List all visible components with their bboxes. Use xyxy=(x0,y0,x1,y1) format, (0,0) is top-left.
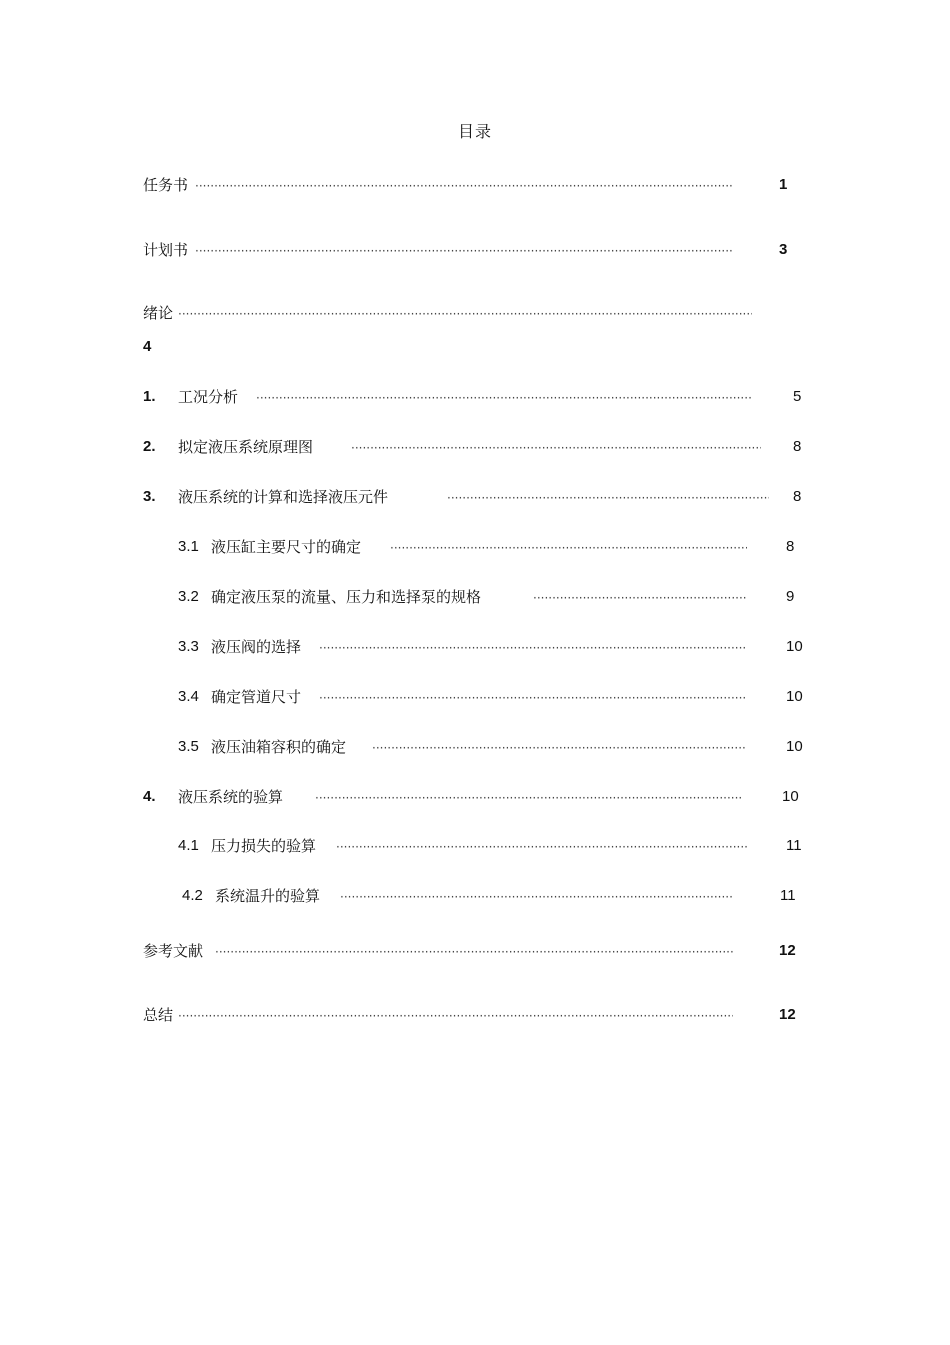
toc-entry-page: 11 xyxy=(780,887,796,904)
toc-entry-label: 系统温升的验算 xyxy=(215,887,321,905)
toc-entry-number: 4. xyxy=(143,788,156,805)
toc-entry-number: 3.3 xyxy=(178,638,199,655)
toc-leader xyxy=(195,239,733,261)
toc-entry[interactable] xyxy=(178,586,818,608)
toc-leader xyxy=(195,174,733,196)
toc-entry-wrap xyxy=(143,336,243,358)
toc-entry-label: 参考文献 xyxy=(143,942,204,960)
toc-leader xyxy=(319,686,747,708)
toc-entry-number: 3.1 xyxy=(178,538,199,555)
toc-entry-number: 4.1 xyxy=(178,837,199,854)
toc-entry[interactable] xyxy=(182,885,812,907)
toc-entry[interactable] xyxy=(143,386,823,408)
toc-entry-label: 液压系统的计算和选择液压元件 xyxy=(178,488,389,506)
toc-entry[interactable] xyxy=(143,239,823,261)
toc-leader xyxy=(319,636,747,658)
toc-entry[interactable] xyxy=(178,636,818,658)
toc-entry[interactable] xyxy=(178,536,818,558)
toc-title: 目录 xyxy=(457,122,492,141)
toc-entry-label: 工况分析 xyxy=(178,388,239,406)
toc-entry-label: 确定管道尺寸 xyxy=(211,688,302,706)
toc-leader xyxy=(256,386,753,408)
toc-leader xyxy=(372,736,747,758)
toc-entry-page: 10 xyxy=(786,688,803,705)
toc-leader xyxy=(178,302,752,324)
toc-entry-label: 液压阀的选择 xyxy=(211,638,302,656)
toc-leader xyxy=(390,536,747,558)
toc-entry-page: 10 xyxy=(782,788,799,805)
toc-entry-page: 8 xyxy=(793,438,802,455)
toc-entry-page: 3 xyxy=(779,241,788,258)
toc-entry-label: 绪论 xyxy=(143,304,174,322)
toc-entry-label: 液压系统的验算 xyxy=(178,788,284,806)
toc-entry-number: 2. xyxy=(143,438,156,455)
toc-entry[interactable] xyxy=(143,302,823,324)
toc-entry-number: 4.2 xyxy=(182,887,203,904)
toc-entry-page: 8 xyxy=(786,538,795,555)
toc-entry-number: 3.5 xyxy=(178,738,199,755)
toc-entry-label: 总结 xyxy=(143,1006,174,1024)
toc-entry[interactable] xyxy=(143,1004,823,1026)
toc-leader xyxy=(340,885,733,907)
toc-leader xyxy=(351,436,761,458)
toc-entry-page: 10 xyxy=(786,638,803,655)
toc-entry-number: 3.2 xyxy=(178,588,199,605)
toc-entry[interactable] xyxy=(143,786,823,808)
toc-entry-number: 1. xyxy=(143,388,156,405)
toc-leader xyxy=(178,1004,733,1026)
toc-entry-page: 12 xyxy=(779,1006,796,1023)
toc-entry-page: 10 xyxy=(786,738,803,755)
toc-entry[interactable] xyxy=(143,436,823,458)
toc-leader xyxy=(533,586,747,608)
toc-entry-page: 9 xyxy=(786,588,795,605)
toc-entry[interactable] xyxy=(143,174,823,196)
toc-leader xyxy=(336,835,747,857)
toc-entry-label: 计划书 xyxy=(143,241,189,259)
toc-entry-label: 任务书 xyxy=(143,176,189,194)
toc-entry-page: 1 xyxy=(779,176,788,193)
toc-entry[interactable] xyxy=(178,736,818,758)
toc-leader xyxy=(315,786,742,808)
toc-leader xyxy=(447,486,769,508)
toc-entry-number: 3. xyxy=(143,488,156,505)
toc-entry-page: 4 xyxy=(143,338,152,355)
toc-entry-page: 11 xyxy=(786,837,802,854)
toc-entry-label: 确定液压泵的流量、压力和选择泵的规格 xyxy=(211,588,482,606)
toc-entry[interactable] xyxy=(143,486,823,508)
toc-entry[interactable] xyxy=(143,940,823,962)
toc-entry-page: 5 xyxy=(793,388,802,405)
toc-entry-label: 液压油箱容积的确定 xyxy=(211,738,347,756)
toc-entry-label: 拟定液压系统原理图 xyxy=(178,438,314,456)
toc-entry-number: 3.4 xyxy=(178,688,199,705)
toc-leader xyxy=(215,940,733,962)
toc-entry[interactable] xyxy=(178,686,818,708)
toc-entry-page: 12 xyxy=(779,942,796,959)
toc-entry-label: 压力损失的验算 xyxy=(211,837,317,855)
toc-entry[interactable] xyxy=(178,835,818,857)
toc-entry-page: 8 xyxy=(793,488,802,505)
toc-entry-label: 液压缸主要尺寸的确定 xyxy=(211,538,362,556)
